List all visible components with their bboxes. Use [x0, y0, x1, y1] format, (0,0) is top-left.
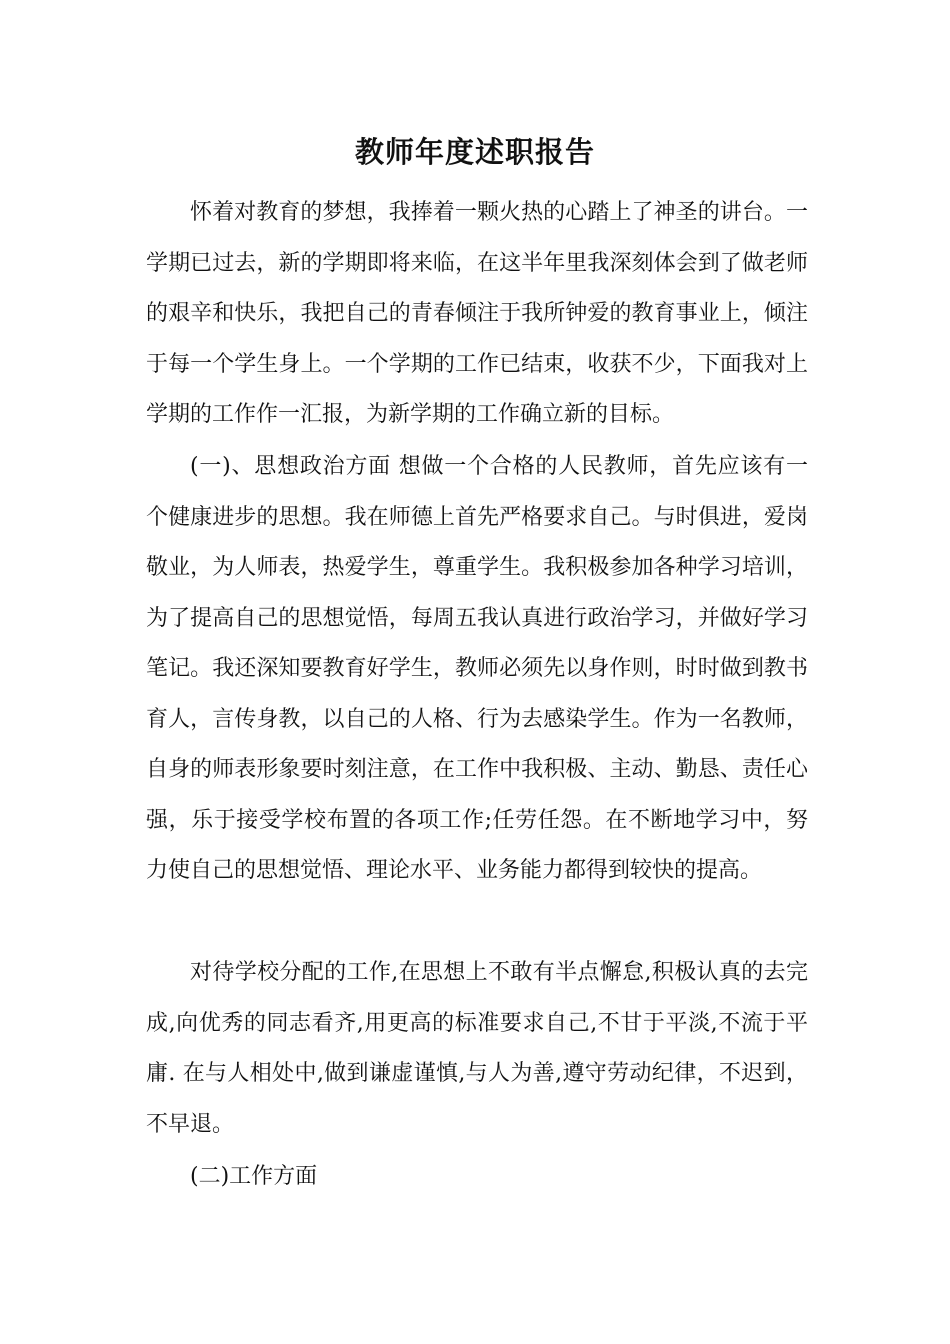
document-title: 教师年度述职报告 [354, 135, 595, 169]
paragraph-text: 怀着对教育的梦想，我捧着一颗火热的心踏上了神圣的讲台。一学期已过去，新的学期即将来临，在这半年里我深刻体会到了做老师的艰辛和快乐，我把自己的青春倾注于我所钟爱的教育事业上，倾注于每一个学生身上。一个学期的工作已结束，收获不少，下面我对上学期的工作作一汇报，为新学期的工作确立新的目标。 [146, 200, 808, 427]
paragraph-ideology [146, 442, 808, 897]
paragraph-attitude [146, 948, 808, 1150]
paragraph-text: 对待学校分配的工作,在思想上不敢有半点懈怠,积极认真的去完成,向优秀的同志看齐,用更高的标准要求自己,不甘于平淡,不流于平庸. 在与人相处中,做到谦虚谨慎,与人为善,遵守劳动纪律，不迟到，不早退。 [146, 960, 808, 1137]
paragraph-intro [146, 188, 808, 441]
section-heading-work [146, 1152, 808, 1203]
paragraph-text: (一)、思想政治方面 想做一个合格的人民教师，首先应该有一个健康进步的思想。我在师德上首先严格要求自己。与时俱进，爱岗敬业，为人师表，热爱学生，尊重学生。我积极参加各种学习培训，为了提高自己的思想觉悟，每周五我认真进行政治学习，并做好学习笔记。我还深知要教育好学生，教师必须先以身作则，时时做到教书育人，言传身教，以自己的人格、行为去感染学生。作为一名教师，自身的师表形象要时刻注意，在工作中我积极、主动、勤恳、责任心强，乐于接受学校布置的各项工作;任劳任怨。在不断地学习中，努力使自己的思想觉悟、理论水平、业务能力都得到较快的提高。 [146, 454, 808, 883]
paragraph-text: (二)工作方面 [190, 1164, 318, 1189]
